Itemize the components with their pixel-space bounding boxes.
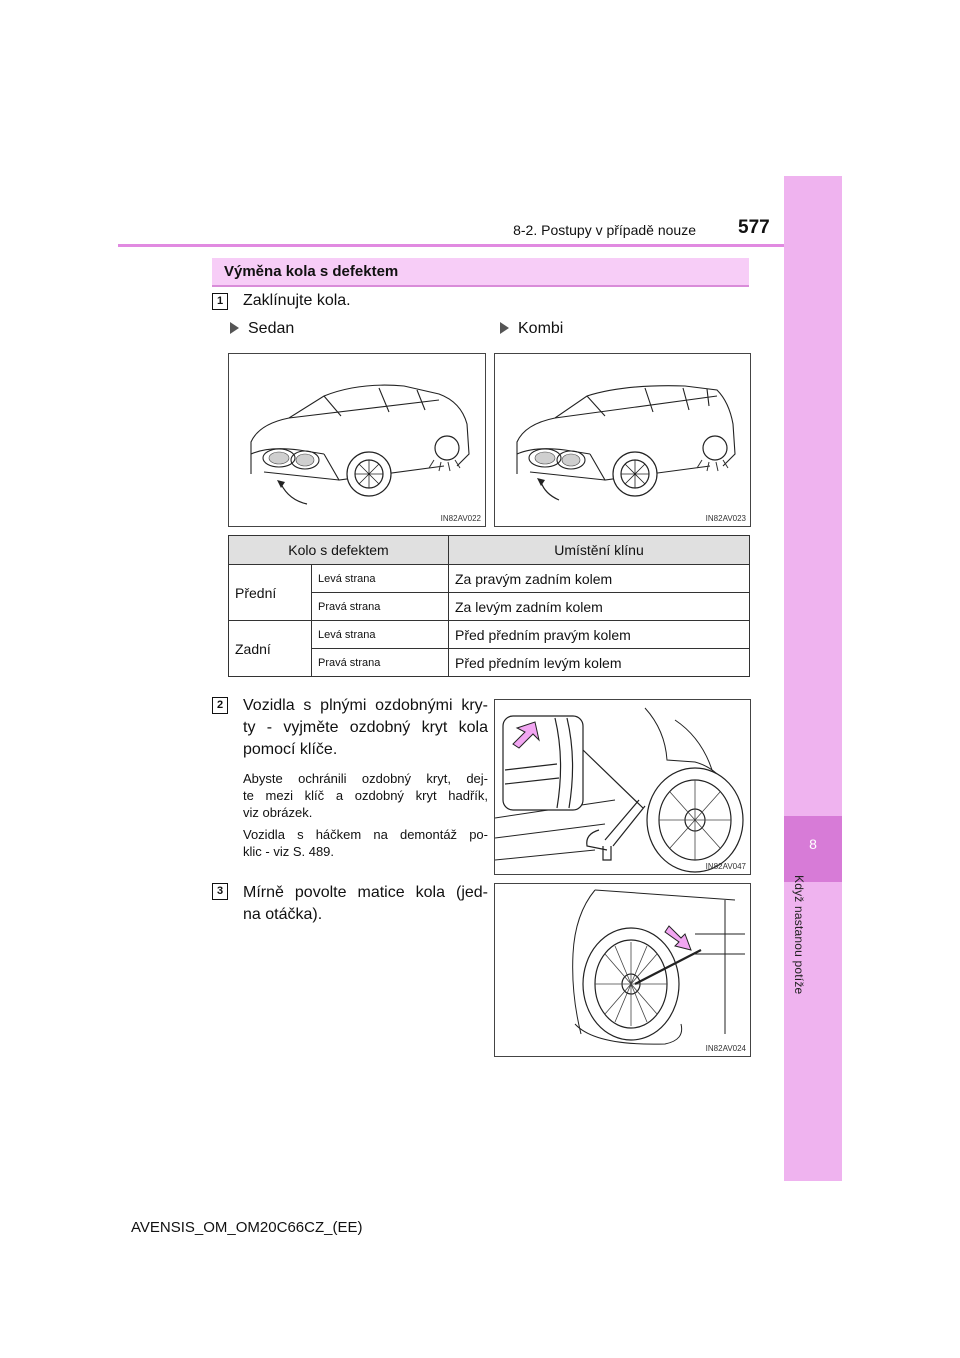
wheel-chock-table [228,535,750,677]
table-row [229,565,750,593]
table-cell-side: Pravá strana [312,649,449,677]
loosen-nuts-illustration [495,884,750,1056]
figure-code: IN82AV047 [705,862,746,871]
chapter-label: Když nastanou potíže [792,875,806,995]
triangle-bullet-icon [230,322,239,334]
figure-loosen-nuts [494,883,751,1057]
step-2-note-2: Vozidla s háčkem na demontáž po- klic - viz S. 489. [243,827,488,859]
figure-code: IN82AV022 [440,514,481,523]
table-cell-wheel: Přední [229,565,312,621]
table-cell-wheel: Zadní [229,621,312,677]
footer-doc-code: AVENSIS_OM_OM20C66CZ_(EE) [131,1219,363,1236]
table-header: Umístění klínu [449,536,750,565]
kombi-car-illustration [495,354,750,526]
step-3-text: Mírně povolte matice kola (jed- na otáčka). [243,884,488,923]
table-cell-side: Levá strana [312,621,449,649]
step-1-text: Zaklínujte kola. [243,292,351,309]
step-number-1: 1 [212,293,228,310]
table-cell-side: Levá strana [312,565,449,593]
figure-sedan-chocks [228,353,486,527]
figure-kombi-chocks [494,353,751,527]
step-2-note-1: Abyste ochránili ozdobný kryt, dej- te mezi klíč a ozdobný kryt hadřík, viz obrázek. [243,771,488,820]
triangle-bullet-icon [500,322,509,334]
table-cell-location: Za levým zadním kolem [449,593,750,621]
figure-remove-wheel-cap [494,699,751,875]
step-2-text: Vozidla s plnými ozdobnými kry- ty - vyjměte ozdobný kryt kola pomocí klíče. [243,697,488,758]
table-header: Kolo s defektem [229,536,449,565]
table-cell-side: Pravá strana [312,593,449,621]
variant-kombi: Kombi [500,320,563,338]
chapter-number: 8 [809,836,817,852]
header-section-text: 8-2. Postupy v případě nouze [513,222,696,238]
header-rule [118,244,784,247]
figure-code: IN82AV023 [705,514,746,523]
page-number: 577 [738,217,770,238]
chapter-tab [784,176,842,1181]
table-row [229,621,750,649]
wheel-cap-illustration [495,700,750,874]
variant-sedan: Sedan [230,320,294,338]
table-cell-location: Před předním levým kolem [449,649,750,677]
table-cell-location: Před předním pravým kolem [449,621,750,649]
table-cell-location: Za pravým zadním kolem [449,565,750,593]
sedan-car-illustration [229,354,485,526]
step-number-3: 3 [212,883,228,900]
step-number-2: 2 [212,697,228,714]
figure-code: IN82AV024 [705,1044,746,1053]
section-title: Výměna kola s defektem [224,263,399,280]
